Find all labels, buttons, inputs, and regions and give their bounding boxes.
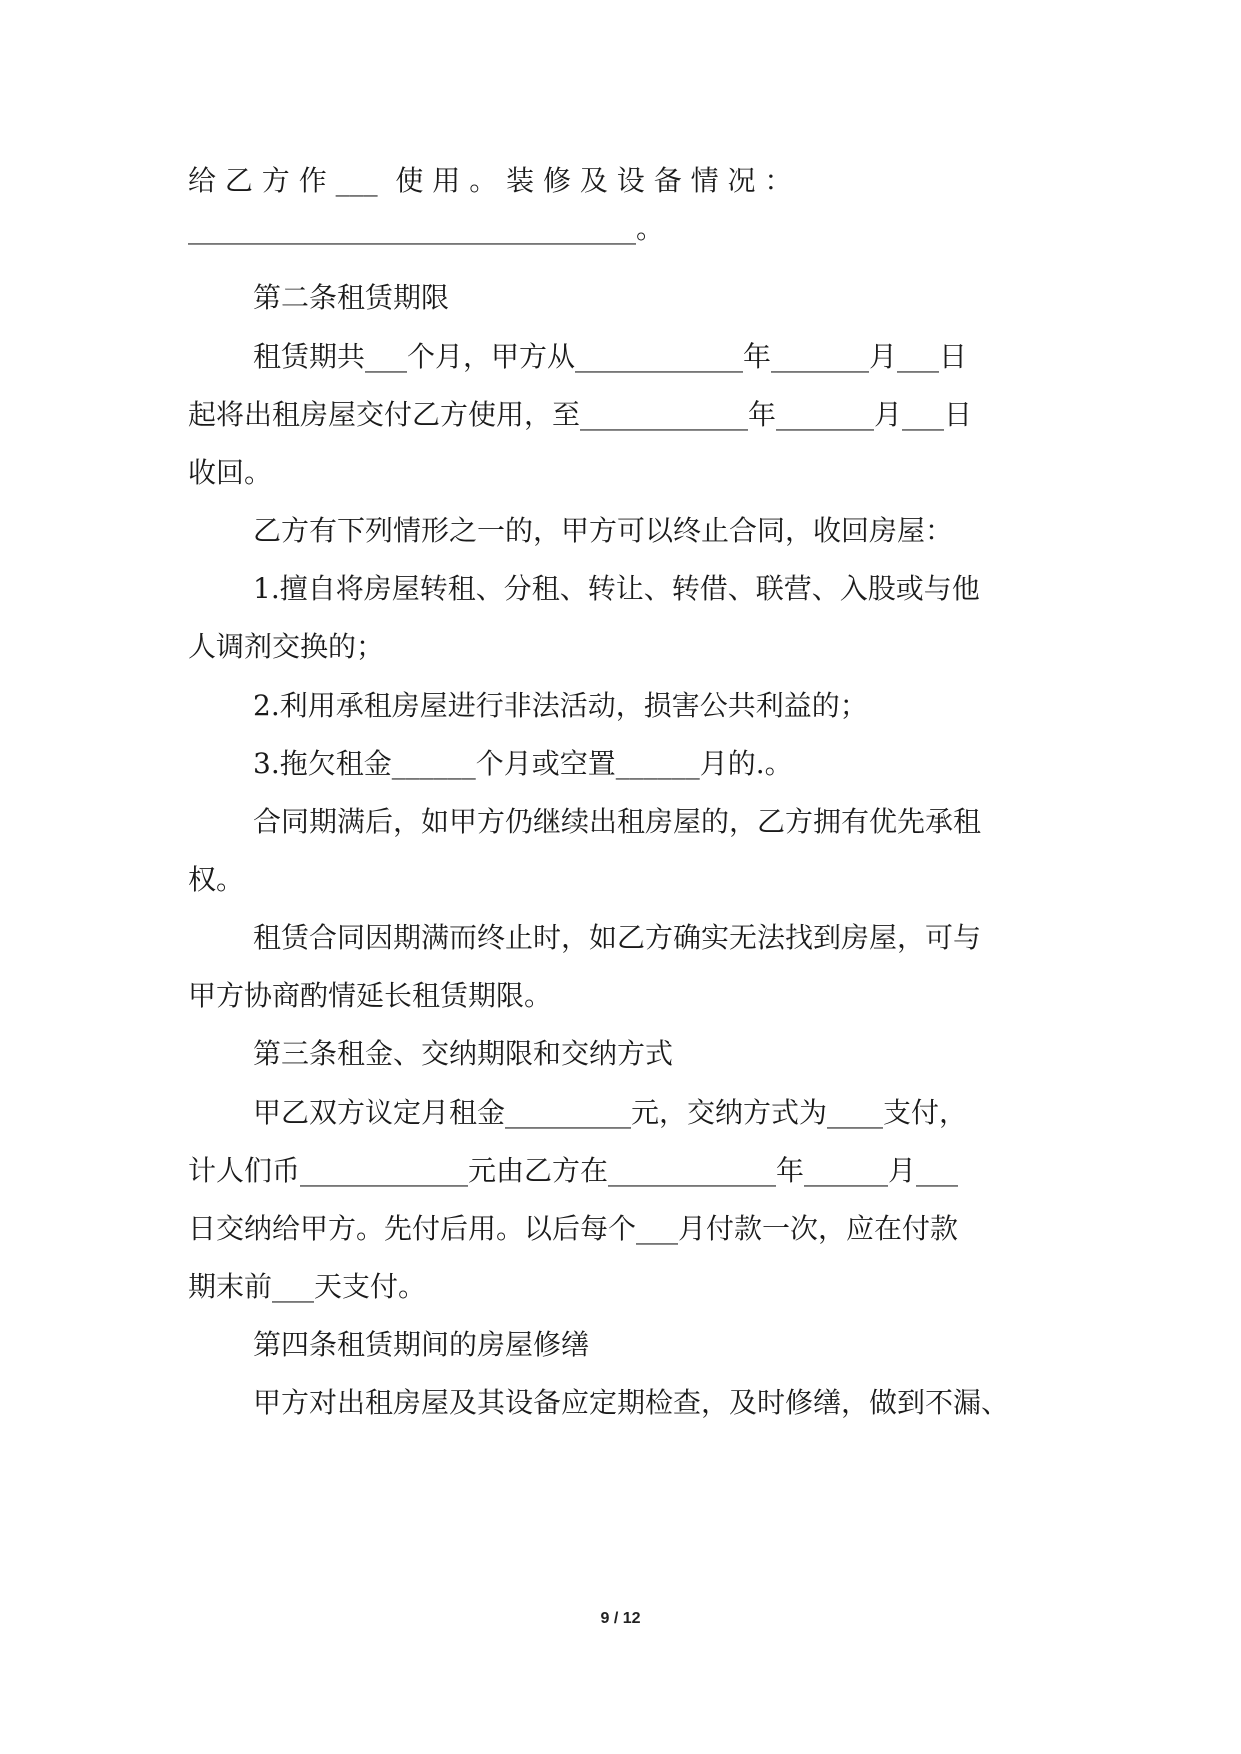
text-line: 甲乙双方议定月租金_________元，交纳方式为____支付， xyxy=(253,1096,968,1129)
text-line: 计人们币____________元由乙方在____________年______月___ xyxy=(188,1154,959,1187)
list-item: 2.利用承租房屋进行非法活动，损害公共利益的； xyxy=(253,689,868,722)
text-line: 日交纳给甲方。先付后用。以后每个___月付款一次，应在付款 xyxy=(188,1212,959,1245)
text-line: 人调剂交换的； xyxy=(188,630,385,663)
list-item: 1.擅自将房屋转租、分租、转让、转借、联营、入股或与他 xyxy=(253,572,980,605)
text-line: 乙方有下列情形之一的，甲方可以终止合同，收回房屋： xyxy=(253,514,954,547)
page-number: 9 / 12 xyxy=(600,1610,641,1627)
text-line: 合同期满后，如甲方仍继续出租房屋的，乙方拥有优先承租 xyxy=(253,805,982,838)
text-line: 给 乙 方 作 ___ 使 用 。 装 修 及 设 备 情 况 ： xyxy=(188,164,793,197)
section-heading: 第二条租赁期限 xyxy=(253,281,450,314)
list-item: 3.拖欠租金______个月或空置______月的.。 xyxy=(253,747,793,780)
text-line: 租赁合同因期满而终止时，如乙方确实无法找到房屋，可与 xyxy=(253,921,982,954)
text-line: 权。 xyxy=(188,863,245,896)
text-line: ________________________________。 xyxy=(188,212,665,245)
text-line: 起将出租房屋交付乙方使用，至____________年_______月___日 xyxy=(188,398,973,431)
text-line: 期末前___天支付。 xyxy=(188,1270,427,1303)
text-line: 甲方对出租房屋及其设备应定期检查，及时修缮，做到不漏、 xyxy=(253,1386,1010,1419)
text-line: 租赁期共___个月，甲方从____________年_______月___日 xyxy=(253,340,968,373)
text-line: 甲方协商酌情延长租赁期限。 xyxy=(188,979,553,1012)
section-heading: 第三条租金、交纳期限和交纳方式 xyxy=(253,1037,674,1070)
section-heading: 第四条租赁期间的房屋修缮 xyxy=(253,1328,590,1361)
text-line: 收回。 xyxy=(188,456,273,489)
